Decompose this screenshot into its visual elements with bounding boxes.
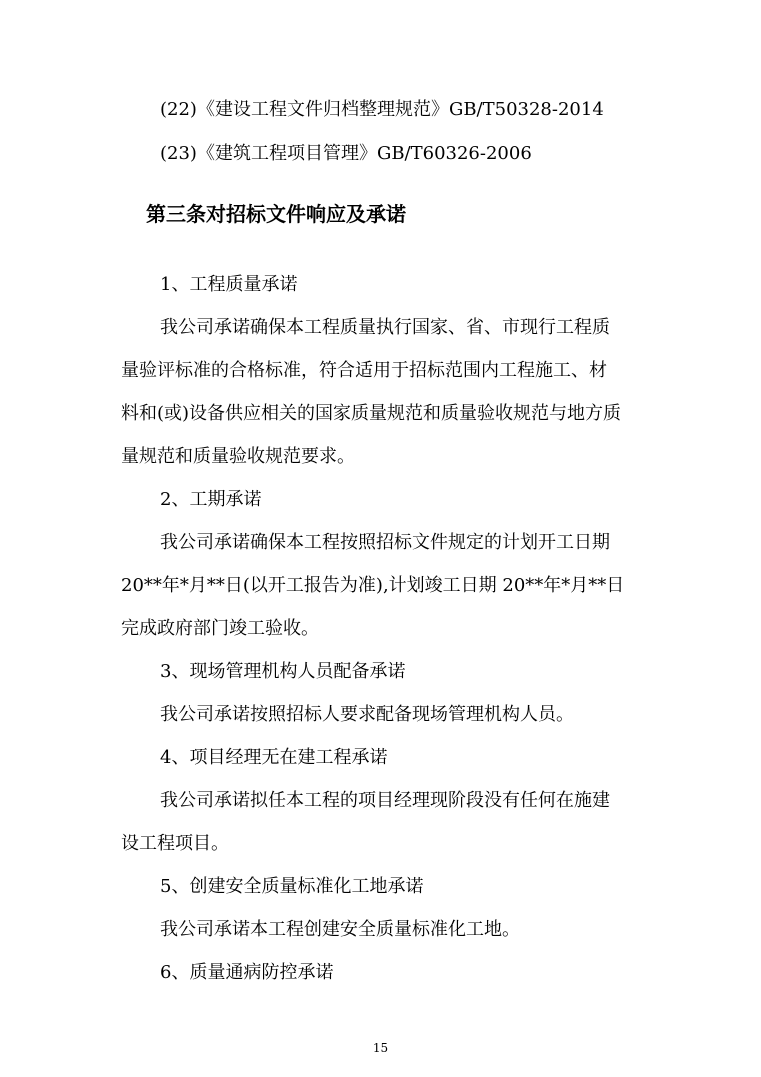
item-body-line: 设工程项目。: [121, 833, 229, 854]
reference-item: (23)《建筑工程项目管理》GB/T60326-2006: [160, 143, 532, 164]
item-body-line: 我公司承诺确保本工程质量执行国家、省、市现行工程质: [160, 317, 610, 338]
item-body-line: 我公司承诺确保本工程按照招标文件规定的计划开工日期: [160, 532, 610, 553]
item-heading: 6、质量通病防控承诺: [160, 962, 334, 983]
item-body-line: 20**年*月**日(以开工报告为准),计划竣工日期 20**年*月**日: [121, 575, 625, 596]
item-body-line: 我公司承诺按照招标人要求配备现场管理机构人员。: [160, 704, 574, 725]
reference-item: (22)《建设工程文件归档整理规范》GB/T50328-2014: [160, 99, 604, 120]
item-heading: 4、项目经理无在建工程承诺: [160, 747, 388, 768]
item-heading: 1、工程质量承诺: [160, 274, 298, 295]
item-heading: 5、创建安全质量标准化工地承诺: [160, 876, 424, 897]
item-heading: 2、工期承诺: [160, 489, 262, 510]
page-number: 15: [372, 1041, 389, 1055]
item-body-line: 我公司承诺拟任本工程的项目经理现阶段没有任何在施建: [160, 790, 610, 811]
section-title: 第三条对招标文件响应及承诺: [146, 202, 406, 226]
item-body-line: 量规范和质量验收规范要求。: [121, 446, 355, 467]
item-body-line: 我公司承诺本工程创建安全质量标准化工地。: [160, 919, 520, 940]
item-heading: 3、现场管理机构人员配备承诺: [160, 661, 406, 682]
item-body-line: 量验评标准的合格标准，符合适用于招标范围内工程施工、材: [121, 360, 607, 381]
item-body-line: 料和(或)设备供应相关的国家质量规范和质量验收规范与地方质: [121, 403, 622, 424]
item-body-line: 完成政府部门竣工验收。: [121, 618, 319, 639]
